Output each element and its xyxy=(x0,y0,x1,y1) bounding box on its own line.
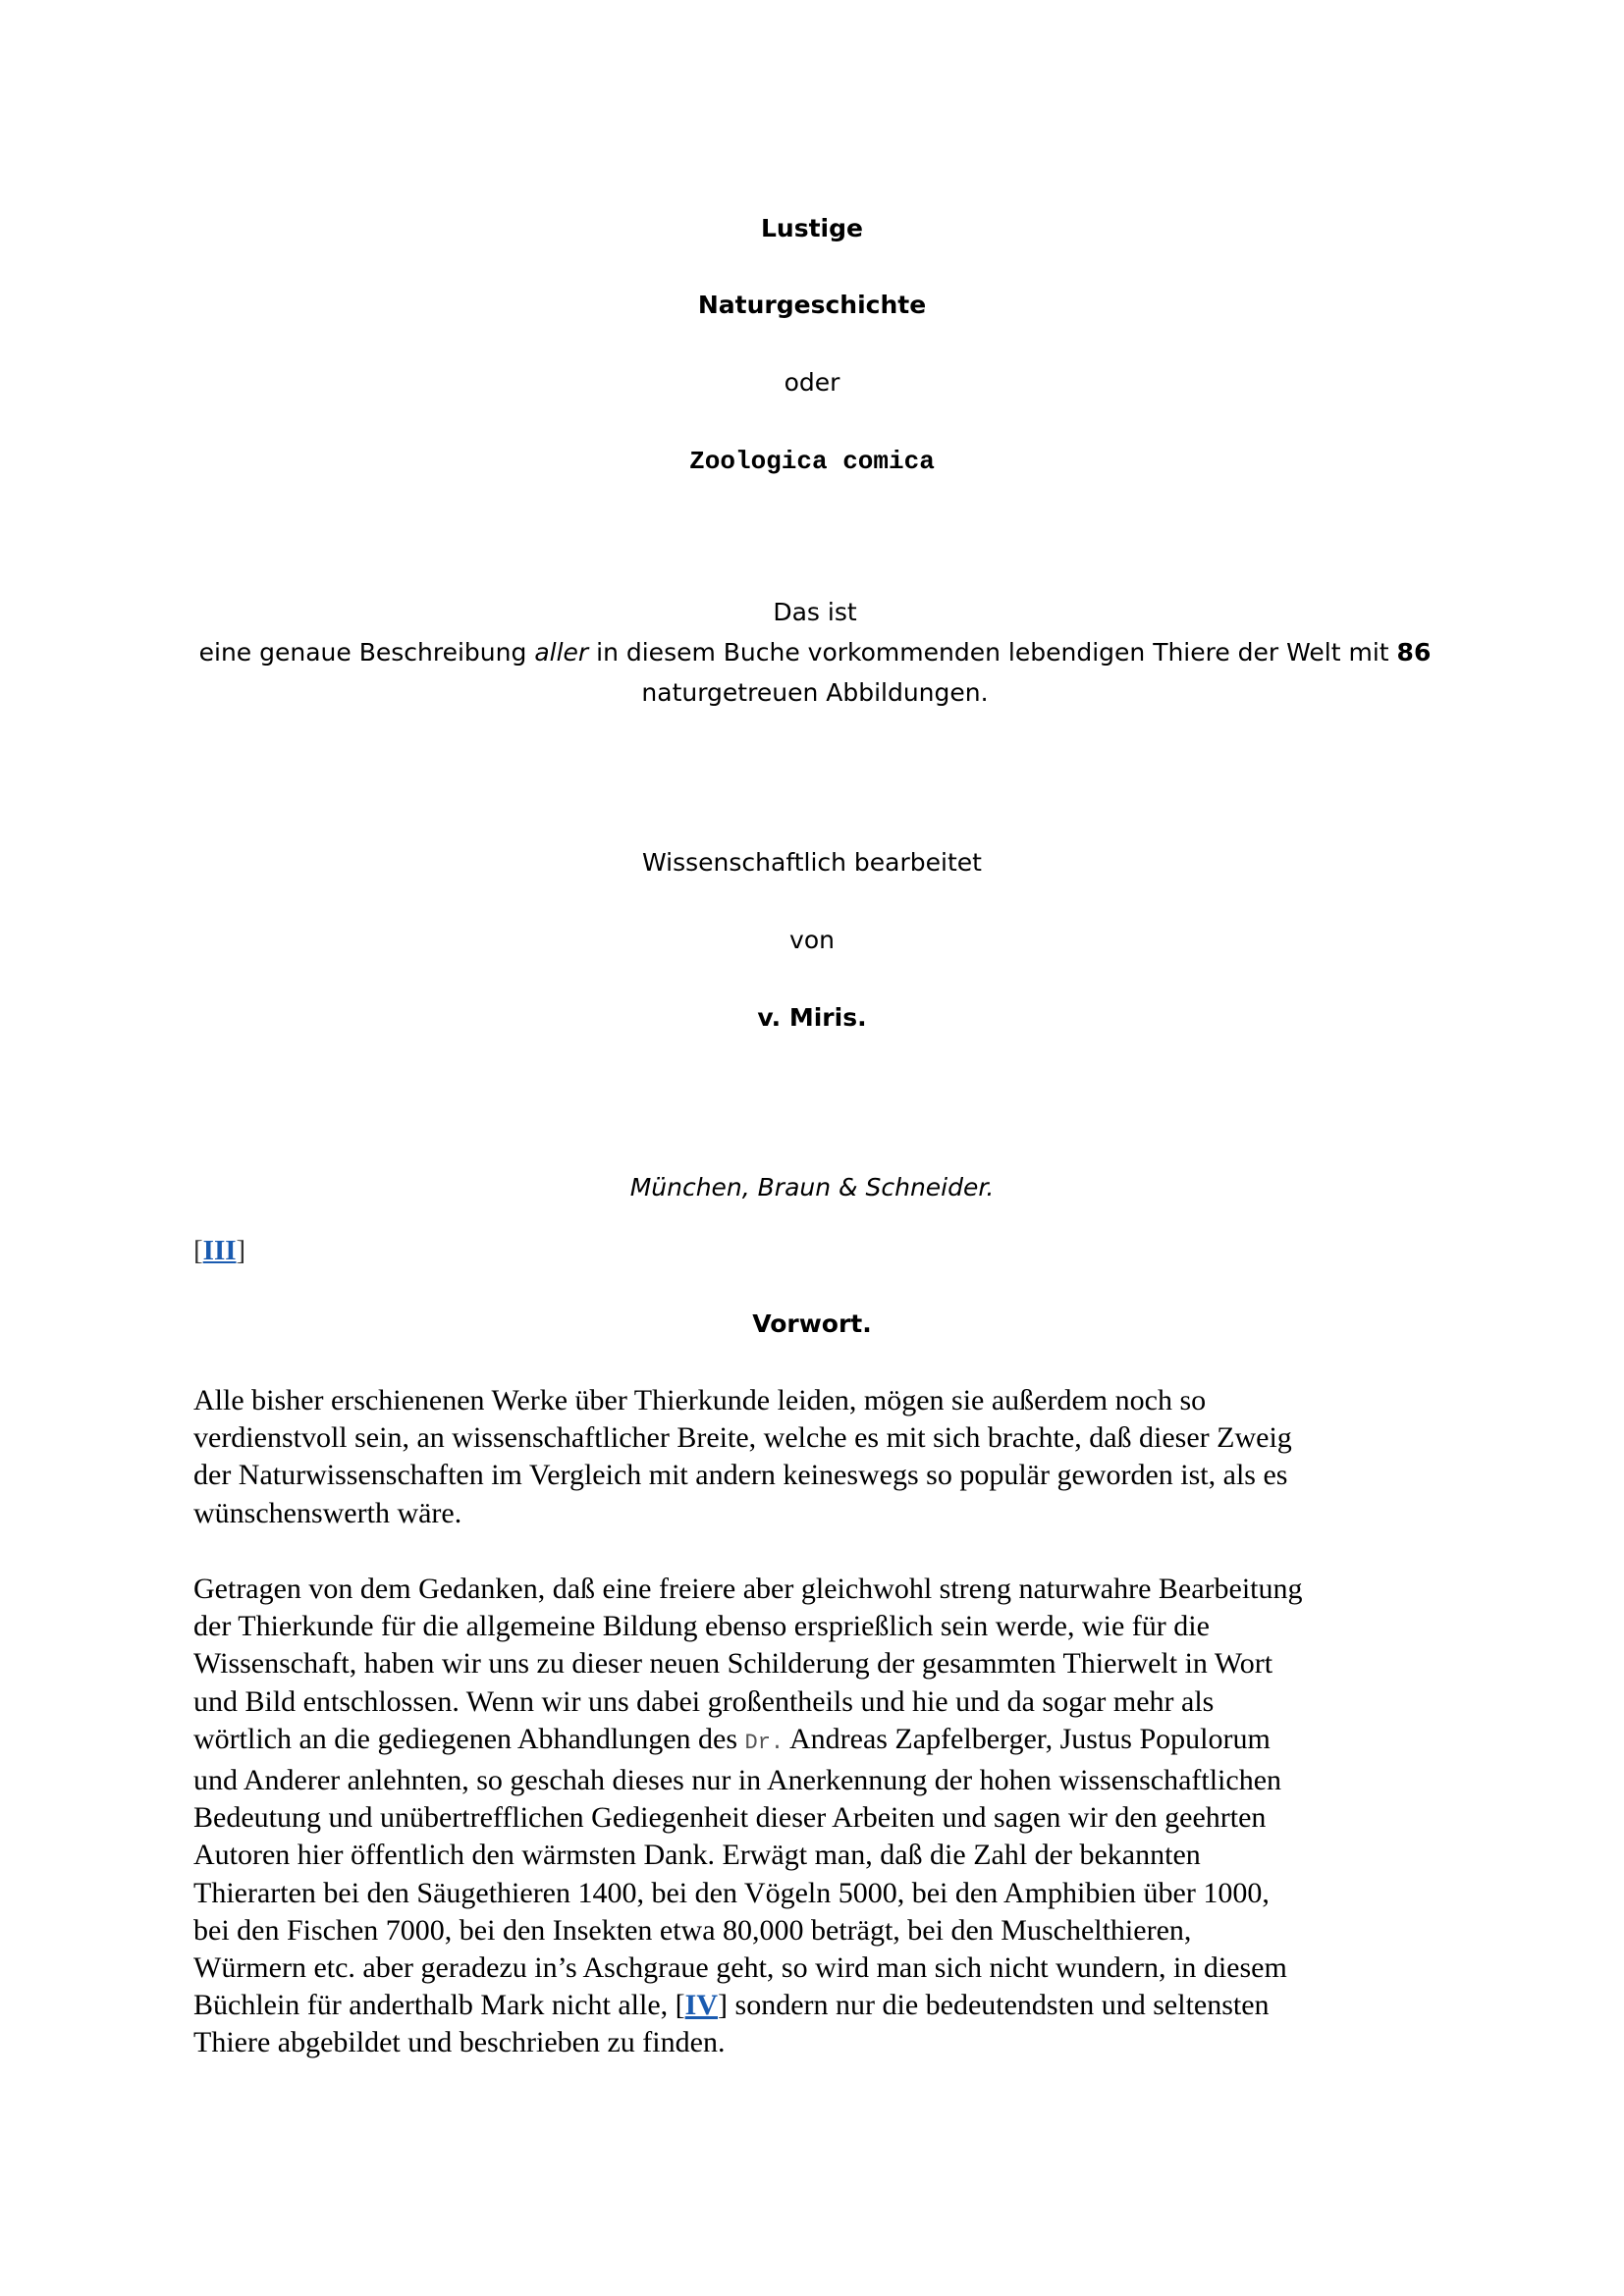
line-text-before: Büchlein für anderthalb Mark nicht alle, xyxy=(193,1989,676,2022)
title-line-zoologica-comica: Zoologica comica xyxy=(689,447,935,476)
desc-part2: in diesem Buche vorkommenden lebendigen Thiere der Welt mit xyxy=(588,638,1397,667)
doctor-abbreviation: Dr. xyxy=(744,1730,785,1755)
publisher-line: München, Braun & Schneider. xyxy=(629,1173,995,1201)
title-line-naturgeschichte: Naturgeschichte xyxy=(697,291,927,319)
bracket-close: ] xyxy=(236,1235,246,1266)
desc-sentence xyxy=(187,632,1443,672)
line-text-after: sondern nur die bedeutendsten und seltensten xyxy=(728,1989,1270,2022)
foreword-heading: Vorwort. xyxy=(752,1309,872,1338)
paragraph-line: wünschenswerth wäre. xyxy=(193,1496,462,1529)
paragraph-line: Alle bisher erschienenen Werke über Thierkunde leiden, mögen sie außerdem noch so xyxy=(193,1384,1207,1416)
bracket-open: [ xyxy=(193,1235,203,1266)
by-label: von xyxy=(789,926,835,954)
paragraph-line: Bedeutung und unübertrefflichen Gediegenheit dieser Arbeiten und sagen wir den geehrten xyxy=(193,1801,1267,1835)
desc-part1: eine genaue Beschreibung xyxy=(198,638,535,667)
desc-illustration-count: 86 xyxy=(1396,638,1432,667)
paragraph-line: Getragen von dem Gedanken, daß eine freiere aber gleichwohl streng naturwahre Bearbeitung xyxy=(193,1573,1303,1605)
page-link-iii[interactable]: III xyxy=(202,1235,237,1266)
paragraph-line: und Bild entschlossen. Wenn wir uns dabei großentheils und hie und da sogar mehr als xyxy=(193,1684,1215,1718)
paragraph-line: Wissenschaft, haben wir uns zu dieser neuen Schilderung der gesammten Thierwelt in Wort xyxy=(193,1647,1273,1681)
paragraph-line-with-page-marker xyxy=(193,1987,1450,2024)
author-name: v. Miris. xyxy=(757,1003,867,1032)
paragraph-line: Thierarten bei den Säugethieren 1400, bei den Vögeln 5000, bei den Amphibien über 1000, xyxy=(193,1876,1270,1909)
paragraph-line: verdienstvoll sein, an wissenschaftlicher Breite, welche es mit sich brachte, daß dieser Zweig xyxy=(193,1421,1292,1455)
paragraph-line: und Anderer anlehnten, so geschah dieses nur in Anerkennung der hohen wissenschaftlichen xyxy=(193,1764,1282,1797)
line-text-after: Andreas Zapfelberger, Justus Populorum xyxy=(784,1722,1271,1755)
paragraph-line: der Naturwissenschaften im Vergleich mit andern keineswegs so populär geworden ist, als es xyxy=(193,1459,1288,1492)
paragraph-line: bei den Fischen 7000, bei den Insekten etwa 80,000 beträgt, bei den Muschelthieren, xyxy=(193,1913,1192,1947)
bracket-open: [ xyxy=(675,1989,685,2022)
paragraph-line: Autoren hier öffentlich den wärmsten Dank. Erwägt man, daß die Zahl der bekannten xyxy=(193,1839,1201,1872)
desc-emphasis: aller xyxy=(534,638,589,667)
paragraph-line-with-abbreviation xyxy=(193,1721,1450,1762)
desc-intro: Das ist xyxy=(773,598,857,626)
edited-label: Wissenschaftlich bearbeitet xyxy=(642,848,982,877)
title-description xyxy=(187,592,1443,713)
desc-part3: naturgetreuen Abbildungen. xyxy=(641,678,989,707)
page-link-iv[interactable]: IV xyxy=(684,1989,719,2022)
title-line-lustige: Lustige xyxy=(761,214,863,242)
line-text-before: wörtlich an die gediegenen Abhandlungen des xyxy=(193,1722,745,1755)
paragraph-line: Thiere abgebildet und beschrieben zu finden. xyxy=(193,2026,726,2059)
foreword-paragraph-2 xyxy=(193,1571,1450,2062)
title-line-oder: oder xyxy=(784,368,840,397)
foreword-paragraph-1 xyxy=(193,1382,1450,1532)
bracket-close: ] xyxy=(718,1989,729,2022)
paragraph-line: Würmern etc. aber geradezu in’s Aschgraue geht, so wird man sich nicht wundern, in diesem xyxy=(193,1951,1287,1985)
page-marker-iii xyxy=(193,1234,245,1267)
paragraph-line: der Thierkunde für die allgemeine Bildung ebenso ersprießlich sein werde, wie für die xyxy=(193,1610,1210,1643)
